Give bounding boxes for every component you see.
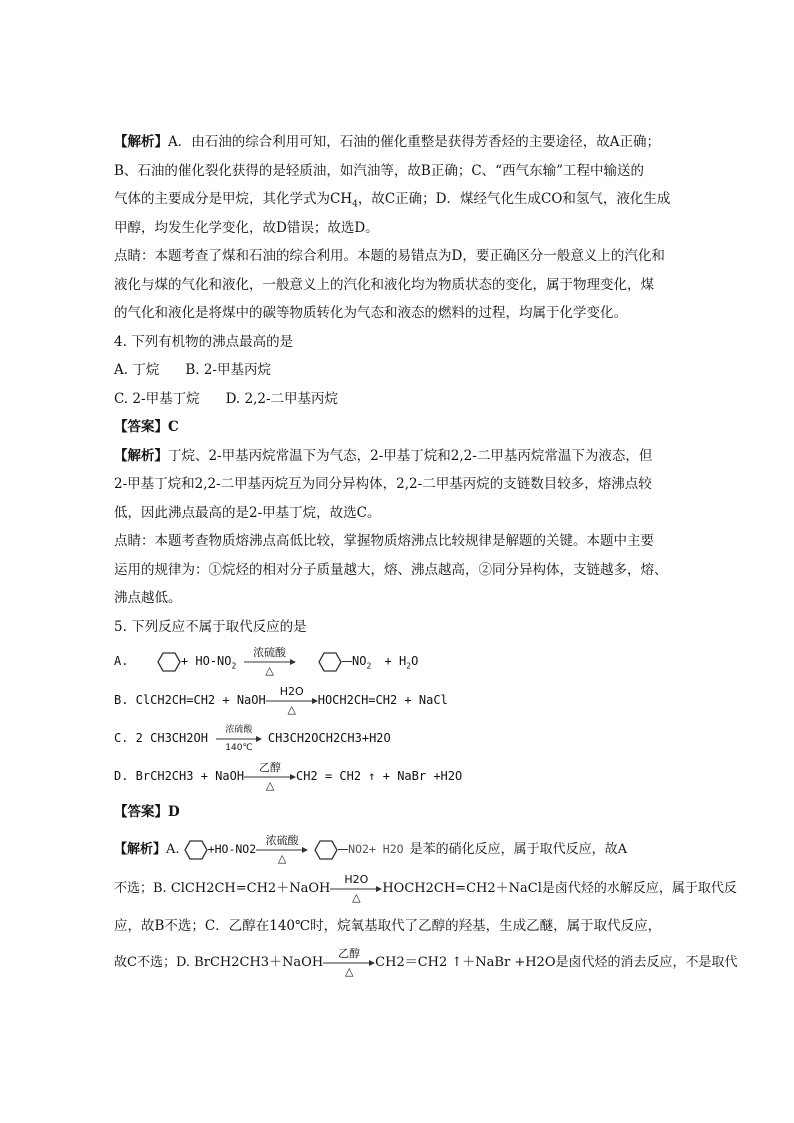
question-4-note-1: 点睛：本题考查物质熔沸点高低比较，掌握物质熔沸点比较规律是解题的关键。本题中主要	[114, 533, 654, 549]
benzene-ring-icon	[314, 840, 338, 860]
reaction-arrow: H2O △	[330, 874, 382, 904]
note-line-1: 点睛：本题考查了煤和石油的综合利用。本题的易错点为D，要正确区分一般意义上的汽化和	[114, 248, 665, 264]
note-line-3: 的气化和液化是将煤中的碳等物质转化为气态和液态的燃料的过程，均属于化学变化。	[114, 305, 627, 321]
benzene-ring-icon	[318, 652, 342, 672]
question-4-exp-2: 2-甲基丁烷和2,2-二甲基丙烷互为同分异构体，2,2-二甲基丙烷的支链数目较多，熔沸点较	[114, 476, 652, 492]
question-5-exp-3: 应，故B不选；C．乙醇在140℃时，烷氧基取代了乙醇的羟基，生成乙醚，属于取代反应，	[114, 918, 662, 934]
analysis-line-3: 气体的主要成分是甲烷，其化学式为$CH_4$，故C正确；D．煤经气化生成CO和氢气，液化生成	[114, 191, 671, 210]
question-4-stem: 4. 下列有机物的沸点最高的是	[114, 333, 294, 350]
analysis-line-4: 甲醇，均发生化学变化，故D错误；故选D。	[114, 219, 379, 236]
reaction-arrow: H2O △	[266, 686, 318, 716]
option-a-reaction: A. + $HO-NO_2$ 浓硫酸 △ $NO_2 + H_2O$	[114, 645, 419, 677]
question-4-note-2: 运用的规律为：①烷烃的相对分子质量越大，熔、沸点越高，②同分异构体，支链越多，熔、	[114, 561, 668, 578]
question-4-options-ab	[114, 356, 684, 385]
benzene-ring-icon	[157, 652, 181, 672]
reaction-arrow: 乙醇 △	[244, 762, 296, 792]
reaction-arrow: 浓硫酸 △	[244, 647, 296, 677]
option-c: C. 2-甲基丁烷	[114, 390, 200, 407]
analysis-line-2: B、石油的催化裂化获得的是轻质油，如汽油等，故B正确；C、“西气东输”工程中输送的	[114, 162, 644, 179]
question-5-exp-4: 故C不选；D. BrCH2CH3＋NaOH 乙醇 △ CH2＝CH2 ↑＋NaBr +H2O是卤代烃的消去反应，不是取代	[114, 946, 738, 978]
analysis-tag: 【解析】	[114, 134, 168, 150]
question-4-options-cd	[114, 385, 684, 414]
benzene-ring-icon	[184, 840, 208, 860]
option-b: B. 2-甲基丙烷	[185, 362, 271, 378]
reaction-arrow: 浓硫酸 △	[256, 835, 308, 865]
option-b-reaction: B. ClCH2CH=CH2 + NaOH H2O △ HOCH2CH=CH2 + NaCl	[114, 684, 448, 716]
question-5-answer: 【答案】D	[114, 804, 180, 820]
note-line-2: 液化与煤的气化和液化，一般意义上的汽化和液化均为物质状态的变化，属于物理变化，煤	[114, 276, 654, 293]
reaction-arrow: 浓硫酸 140℃	[216, 724, 262, 754]
analysis-line-1: 【解析】A．由石油的综合利用可知，石油的催化重整是获得芳香烃的主要途径，故A正确；	[114, 134, 660, 150]
option-a: A. 丁烷	[114, 362, 160, 378]
question-4-exp-3: 低，因此沸点最高的是2-甲基丁烷，故选C。	[114, 504, 381, 521]
option-c-reaction: C. 2 CH3CH2OH 浓硫酸 140℃ CH3CH2OCH2CH3+H2O	[114, 724, 391, 753]
question-4-note-3: 沸点越低。	[114, 590, 182, 606]
question-4-answer: 【答案】C	[114, 419, 179, 435]
question-5-exp-2: 不选；B. ClCH2CH=CH2＋NaOH H2O △ HOCH2CH=CH2＋NaCl是卤代烃的水解反应，属于取代反	[114, 872, 737, 904]
question-5-exp-1: 【解析】A. +HO-NO2 浓硫酸 △ NO2+ H2O 是苯的硝化反应，属于取代反应，故A	[114, 833, 627, 865]
option-d: D. 2,2-二甲基丙烷	[225, 390, 339, 407]
question-4-exp-1: 【解析】丁烷、2-甲基丙烷常温下为气态，2-甲基丁烷和2,2-二甲基丙烷常温下为液态，但	[114, 447, 653, 464]
question-5-stem: 5. 下列反应不属于取代反应的是	[114, 618, 307, 635]
reaction-arrow: 乙醇 △	[323, 948, 375, 978]
document-page	[114, 128, 738, 983]
option-d-reaction: D. BrCH2CH3 + NaOH 乙醇 △ CH2 = CH2 ↑ + NaBr +H2O	[114, 760, 463, 792]
